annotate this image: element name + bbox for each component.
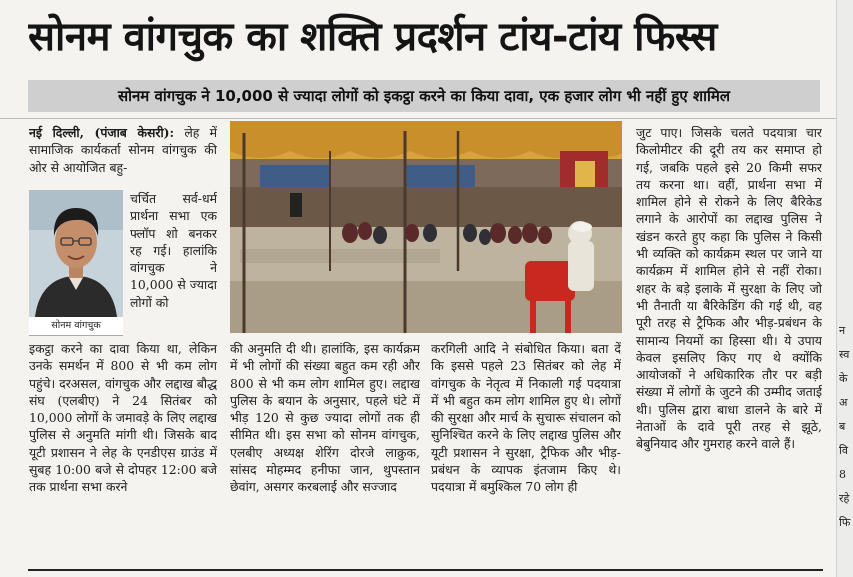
adjacent-fragment: न — [839, 324, 846, 337]
adjacent-fragment: ब — [839, 420, 846, 433]
column-3 — [431, 340, 621, 560]
adjacent-fragment: अ — [839, 396, 848, 409]
column-1-bottom — [29, 340, 217, 560]
adjacent-fragment: स्व — [839, 348, 850, 361]
column-1-beside-text: चर्चित सर्व-धर्म प्रार्थना सभा एक फ्लॉप शो बनकर रह गई। हालांकि वांगचुक ने 10,000 से ज्यादा लोगों को — [130, 191, 217, 310]
column-4-text: जुट पाए। जिसके चलते पदयात्रा चार किलोमीटर की दूरी तय कर समाप्त हो गई, जबकि पहले इसे 20 किमी सफर तय करना था। वहीं, प्रार्थना सभा में शामिल होने से रोकने के लिए बैरिकेड लगाने के आरोपों का लद्दाख पुलिस ने खंडन करते हुए कहा कि पुलिस ने किसी भी व्यक्ति को कार्यक्रम स्थल पर जाने या कार्यक्रम में शामिल होने से नहीं रोका। शहर के बड़े इलाके में सुरक्षा के लिए जो भी तैनाती या बैरिकेडिंग की गई थी, वह पूरी तरह से ट्रैफिक और भीड़-प्रबंधन के सामान्य नियमों का हिस्सा थी। ये उपाय केवल इसलिए किए गए थे क्योंकि आयोजकों ने अधिकारिक तौर पर बड़ी संख्या में लोगों के जुटने की उम्मीद जताई थी। पुलिस द्वारा बाधा डालने के बारे में नेताओं के दावे पूरी तरह से झूठे, बेबुनियाद और गुमराह करने वाले हैं। — [636, 125, 822, 452]
portrait-caption: सोनम वांगचुक — [29, 317, 123, 336]
column-4 — [636, 124, 822, 560]
bottom-rule — [28, 569, 823, 571]
column-3-text: करगिली आदि ने संबोधित किया। बता दें कि इससे पहले 23 सितंबर को लेह में वांगचुक के नेतृत्व में निकाली गई पदयात्रा में भी बहुत कम लोग शामिल हुए थे। लोगों की सुरक्षा और मार्च के सुचारू संचालन को सुनिश्चित करने के लिए लद्दाख पुलिस और यूटी प्रशासन ने सुरक्षा, ट्रैफिक और भीड़-प्रबंधन के व्यापक इंतजाम किए थे। पदयात्रा में बमुश्किल 70 लोग ही — [431, 341, 621, 495]
column-1-bottom-text: इकट्ठा करने का दावा किया था, लेकिन उनके समर्थन में 800 से भी कम लोग पहुंचे। दरअसल, वांगचुक और लद्दाख बौद्ध संघ (एलबीए) ने 24 सितंबर को 10,000 लोगों के जमावड़े के लिए लद्दाख पुलिस से अनुमति मांगी थी। जिसके बाद यूटी प्रशासन ने लेह के एनडीएस ग्राउंड में सुबह 10:00 बजे से दोपहर 12:00 बजे तक प्रार्थना सभा करने — [29, 341, 217, 495]
event-photo — [230, 121, 622, 333]
column-1-beside-portrait — [130, 190, 217, 322]
column-2-text: की अनुमति दी थी। हालांकि, इस कार्यक्रम में भी लोगों की संख्या बहुत कम रही और 800 से भी कम लोग शामिल हुए। लद्दाख पुलिस के बयान के अनुसार, पहले घंटे में भीड़ 120 से कुछ ज्यादा लोगों तक ही सीमित थी। इस सभा को सोनम वांगचुक, एलबीए अध्यक्ष शेरिंग दोरजे लाक्रुक, सांसद मोहम्मद हनीफा जान, थुपस्तान छेवांग, असगर करबलाई और सज्जाद — [230, 341, 420, 495]
headline: सोनम वांगचुक का शक्ति प्रदर्शन टांय-टांय फिस्स — [28, 14, 717, 60]
portrait-photo — [29, 190, 123, 317]
adjacent-fragment: के — [839, 372, 848, 385]
column-1-top-text: लेह में सामाजिक कार्यकर्ता सोनम वांगचुक की ओर से आयोजित बहु- — [29, 125, 217, 175]
event-photo-image — [230, 121, 622, 333]
subheadline: सोनम वांगचुक ने 10,000 से ज्यादा लोगों को इकट्ठा करने का किया दावा, एक हजार लोग भी नहीं हुए शामिल — [28, 80, 820, 112]
column-2 — [230, 340, 420, 560]
portrait-image — [29, 190, 123, 317]
adjacent-fragment: रहे — [839, 492, 850, 505]
adjacent-fragment: वि — [839, 444, 848, 457]
adjacent-fragment: फि — [839, 516, 851, 529]
column-1-top — [29, 124, 217, 190]
divider — [0, 118, 853, 119]
adjacent-fragment: 8 — [839, 468, 846, 481]
dateline: नई दिल्ली, (पंजाब केसरी): — [29, 125, 175, 140]
